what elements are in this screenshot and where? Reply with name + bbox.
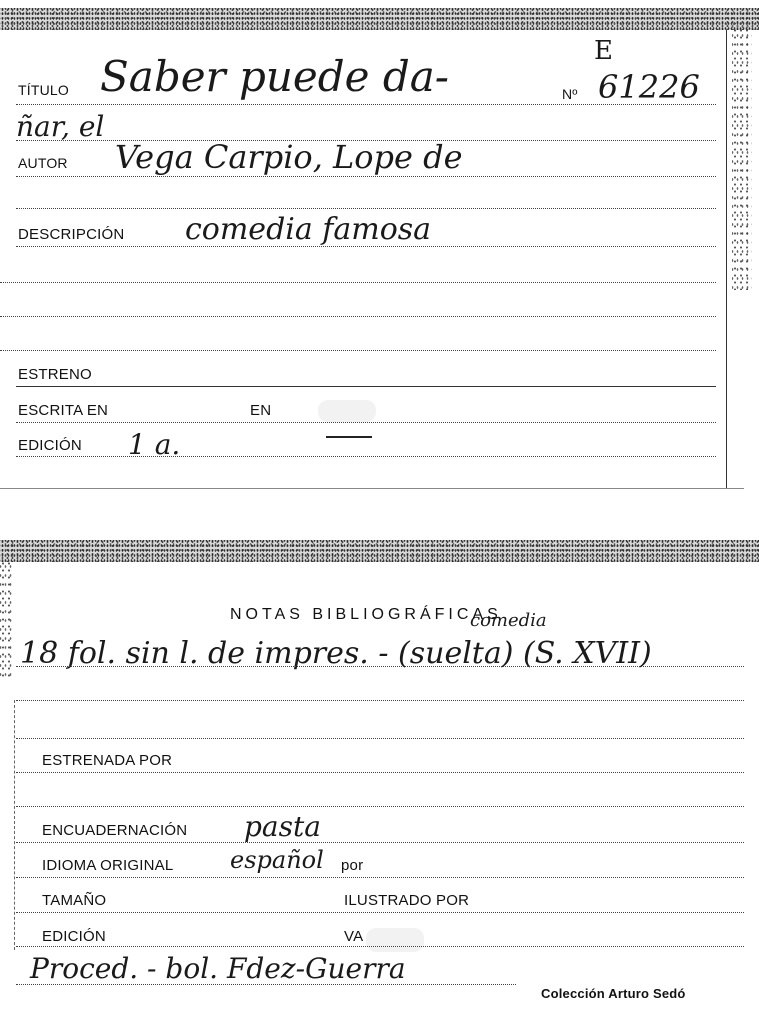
titulo-label: TÍTULO xyxy=(18,82,69,98)
proced-value: Proced. - bol. Fdez-Guerra xyxy=(30,952,406,985)
autor-label: AUTOR xyxy=(18,155,68,171)
estreno-rule xyxy=(16,386,716,387)
escrita-en-label: ESCRITA EN xyxy=(18,402,109,419)
estrenada-rule xyxy=(16,772,744,773)
autor-value: Vega Carpio, Lope de xyxy=(115,138,463,176)
edicion-back-label: EDICIÓN xyxy=(42,928,106,945)
numero-label: Nº xyxy=(562,86,578,102)
blank-rule-4 xyxy=(0,350,716,351)
ilustrado-label: ILUSTRADO POR xyxy=(344,892,470,909)
blank-rule-5 xyxy=(16,806,744,807)
titulo-value-line1: Saber puede da- xyxy=(100,52,449,101)
edicion-value: 1 a. xyxy=(128,428,181,461)
proced-rule xyxy=(16,984,516,985)
blank-rule-1 xyxy=(16,208,716,209)
idioma-label: IDIOMA ORIGINAL xyxy=(42,857,174,874)
catalog-number: 61226 xyxy=(598,68,700,106)
titulo-rule xyxy=(16,104,716,105)
edicion-back-rule xyxy=(16,946,744,947)
notas-rule-2 xyxy=(16,700,744,701)
descripcion-rule xyxy=(16,246,716,247)
notas-rule-3 xyxy=(16,738,744,739)
card-bottom-speckled-edge xyxy=(0,540,759,562)
encuadernacion-value: pasta xyxy=(244,810,321,843)
estrenada-por-label: ESTRENADA POR xyxy=(42,752,173,769)
card-top-right-speckle xyxy=(732,20,752,290)
catalog-mark: E xyxy=(594,36,613,66)
descripcion-label: DESCRIPCIÓN xyxy=(18,226,125,243)
notas-insert: comedia xyxy=(470,610,547,631)
tamano-rule xyxy=(16,912,744,913)
estreno-label: ESTRENO xyxy=(18,366,92,383)
escrita-rule xyxy=(16,422,716,423)
edicion-label: EDICIÓN xyxy=(18,437,82,454)
tamano-label: TAMAÑO xyxy=(42,892,107,909)
notas-heading: NOTAS BIBLIOGRÁFICAS xyxy=(230,606,502,623)
encuadernacion-rule xyxy=(16,842,744,843)
por-label: por xyxy=(341,857,364,874)
titulo-value-line2: ñar, el xyxy=(16,110,105,143)
edicion-rule xyxy=(16,456,716,457)
redaction-blob-2 xyxy=(366,928,424,952)
descripcion-value: comedia famosa xyxy=(185,212,432,247)
notas-line1: 18 fol. sin l. de impres. - (suelta) (S. XVII) xyxy=(20,636,652,671)
notas-rule-1 xyxy=(16,666,744,667)
en-label: EN xyxy=(250,402,272,419)
card-top-bottom-edge xyxy=(0,488,744,489)
blank-rule-2 xyxy=(0,282,716,283)
blank-rule-3 xyxy=(0,316,716,317)
encuadernacion-label: ENCUADERNACIÓN xyxy=(42,822,188,839)
collection-label: Colección Arturo Sedó xyxy=(541,986,686,1001)
card-bottom-left-edge xyxy=(14,700,15,950)
card-top-speckled-edge xyxy=(0,8,759,30)
idioma-rule xyxy=(16,877,744,878)
edicion-stroke xyxy=(326,436,372,438)
redaction-blob-1 xyxy=(318,400,376,422)
va-label: VA xyxy=(344,928,364,945)
autor-rule xyxy=(16,176,716,177)
idioma-value: español xyxy=(230,846,324,874)
